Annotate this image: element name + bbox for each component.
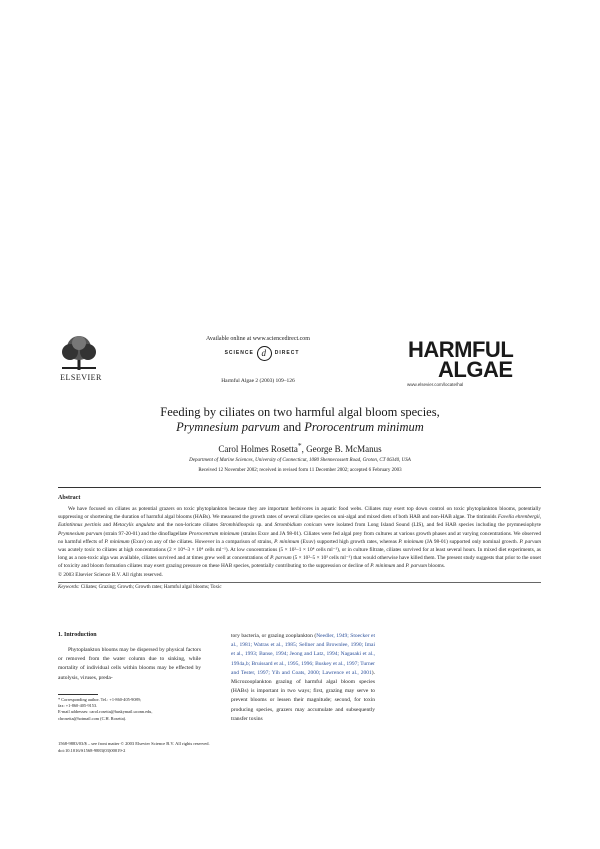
species: Prorocentrum minimum xyxy=(188,530,240,537)
divider xyxy=(58,582,541,583)
author-2: , George B. McManus xyxy=(301,444,382,454)
title-species1: Prymnesium parvum xyxy=(176,420,280,434)
journal-reference: Harmful Algae 2 (2003) 109–126 xyxy=(221,378,295,384)
abs-text: was acutely toxic to ciliates at high concentrations (2 × 10⁴–3 × 10⁴ cells ml⁻¹). At low concentrations (5 × 10²–1 × 10⁴ cells ml⁻¹), or in culture filtrate, ciliates survived for at least several hours. In mixed diet experiments, as long as a non-toxic alga was available, ciliates survived and at times grew well at concentrations of xyxy=(58,547,541,562)
copyright: © 2003 Elsevier Science B.V. All rights reserved. xyxy=(58,572,163,578)
abstract-body xyxy=(58,505,541,571)
species: P. parvum xyxy=(405,563,427,570)
species: Strombidium conicum xyxy=(274,522,322,529)
sd-circle-icon: d xyxy=(257,346,272,361)
abs-text: sp. and xyxy=(254,522,275,529)
sd-right: DIRECT xyxy=(274,350,300,356)
affiliation: Department of Marine Sciences, University of Connecticut, 1080 Shennecossett Road, Groton, CT 06340, USA xyxy=(189,458,411,463)
abstract-heading: Abstract xyxy=(58,495,81,501)
abs-text: (5 × 10²–5 × 10³ cells ml⁻¹) that would otherwise have killed them. The present study suggests that prior to the onset of toxicity and bloom formation ciliates may exert grazing pressure on these HAB species, potentially contributing to the suppression or decline of xyxy=(58,555,541,570)
abs-text: blooms. xyxy=(426,563,446,570)
footnote-rule xyxy=(58,694,98,695)
abs-text: , xyxy=(539,514,542,521)
abs-text: (JA 98-01) supported only nominal growth. xyxy=(423,538,520,545)
species: P. parvum xyxy=(270,555,292,562)
species: Metacylis angulata xyxy=(113,522,155,529)
abs-text: (Exuv) supported high growth rates, whereas xyxy=(299,538,399,545)
sd-left: SCIENCE xyxy=(224,350,254,356)
intro-column-2 xyxy=(231,632,375,724)
authors xyxy=(100,441,500,454)
abs-text: (Exuv) on any of the ciliates. However in a comparison of strains, xyxy=(129,538,275,545)
species: P. minimum xyxy=(370,563,396,570)
species: Eutintinnus pectinis xyxy=(58,522,102,529)
publisher-logo-text: ELSEVIER xyxy=(60,373,102,382)
intro-text: ). Microzooplankton grazing of harmful algal bloom species (HABs) is important in two ways; first, grazing may serve to prevent blooms or lessen their magnitude; second, for toxin producing species, grazers may accumulate and subsequently transfer toxins xyxy=(231,669,375,722)
journal-name-line1: HARMFUL xyxy=(408,337,514,362)
abs-text: and xyxy=(101,522,114,529)
species: P. parvum xyxy=(519,538,541,545)
intro-column-1: Phytoplankton blooms may be dispersed by physical factors or removed from the water column due to sinking, while mortality of individual cells within blooms may be effected by autolysis, viruses, preda- xyxy=(58,647,201,681)
issn-line: 1568-9883/03/$ – see front matter © 2003 Elsevier Science B.V. All rights reserved. xyxy=(58,741,210,746)
abs-text: were isolated from Long Island Sound (LIS), and fed HAB species including the prymnesiophyte xyxy=(321,522,542,529)
abs-text: (strain 97-20-01) and the dinoflagellate xyxy=(102,530,189,537)
journal-logo xyxy=(408,337,548,382)
abs-text: and xyxy=(395,563,406,570)
title-line1: Feeding by ciliates on two harmful algal bloom species, xyxy=(160,405,440,419)
author-1-mark[interactable]: * xyxy=(297,441,302,450)
available-online: Available online at www.sciencedirect.com xyxy=(206,336,310,342)
elsevier-tree-logo xyxy=(58,334,100,372)
species: Prymnesium parvum xyxy=(58,530,103,537)
front-matter xyxy=(58,741,358,754)
footnote xyxy=(58,697,208,722)
author-1: Carol Holmes Rosetta xyxy=(218,444,298,454)
keywords xyxy=(58,585,222,590)
species: Favella ehrenbergii xyxy=(497,514,540,521)
section-heading: 1. Introduction xyxy=(58,632,97,638)
journal-name-line2: ALGAE xyxy=(438,357,513,382)
article-title xyxy=(100,405,500,435)
title-line2 xyxy=(100,420,500,435)
sciencedirect-logo xyxy=(172,346,352,360)
doi-line[interactable]: doi:10.1016/S1568-9883(03)00019-2 xyxy=(58,747,126,753)
footnote-line: * Corresponding author. Tel.: +1-860-405-9089; xyxy=(58,697,141,702)
species: P. minimum xyxy=(274,538,300,545)
species: P. minimum xyxy=(104,538,130,545)
keywords-label: Keywords: xyxy=(58,585,80,590)
footnote-email[interactable]: E-mail addresses: carol.rosetta@huskymail.uconn.edu, xyxy=(58,709,153,715)
divider xyxy=(58,487,541,488)
intro-text: tory bacteria, or grazing zooplankton ( xyxy=(231,633,317,639)
footnote-line: fax: +1-860-405-9153. xyxy=(58,703,98,709)
title-and: and xyxy=(279,420,305,434)
abs-text: and the non-loricate ciliates xyxy=(154,522,221,529)
title-species2: Prorocentrum minimum xyxy=(304,420,424,434)
footnote-email[interactable]: chrosetta@hotmail.com (C.H. Rosetta). xyxy=(58,715,127,721)
abs-text: (strains Exuv and JA 98-01). Ciliates were fed algal prey from cultures at various growth phases and at varying concentrations. We observed no harmful effects of xyxy=(58,530,541,545)
species: P. minimum xyxy=(398,538,424,545)
journal-url: www.elsevier.com/locate/hal xyxy=(407,382,464,387)
citation-links[interactable]: Needler, 1949; Stoecker et al., 1981; Watras et al., 1985; Sellner and Brownlee, 1990; Imai et al., 1993; Banse, 1994; Jeong and Latz, 1994; Nagasaki et al., 1994a,b; Bruissard et al., 1995, 1996; Buskey et al., 1997; Turner and Tester, 1997; Yih and Coats, 2000; Lawrence et al., 2001 xyxy=(231,633,375,676)
tree-icon xyxy=(58,334,100,372)
received-dates: Received 12 November 2002; received in revised form 11 December 2002; accepted 6 February 2003 xyxy=(198,468,402,473)
abs-text: We have focused on ciliates as potential grazers on toxic phytoplankton because they are important herbivores in aquatic food webs. Ciliates may exert top down control on toxic phytoplankton blooms, potentially suppressing or shortening the duration of harmful algal blooms (HABs). We measured the growth rates of several ciliate species on uni-algal and mixed diets of both HAB and non-HAB algae. The tintinnids xyxy=(58,506,541,521)
keywords-text: Ciliates; Grazing; Growth; Growth rates; Harmful algal blooms; Toxic xyxy=(79,585,222,590)
species: Strombidinopsis xyxy=(220,522,255,529)
